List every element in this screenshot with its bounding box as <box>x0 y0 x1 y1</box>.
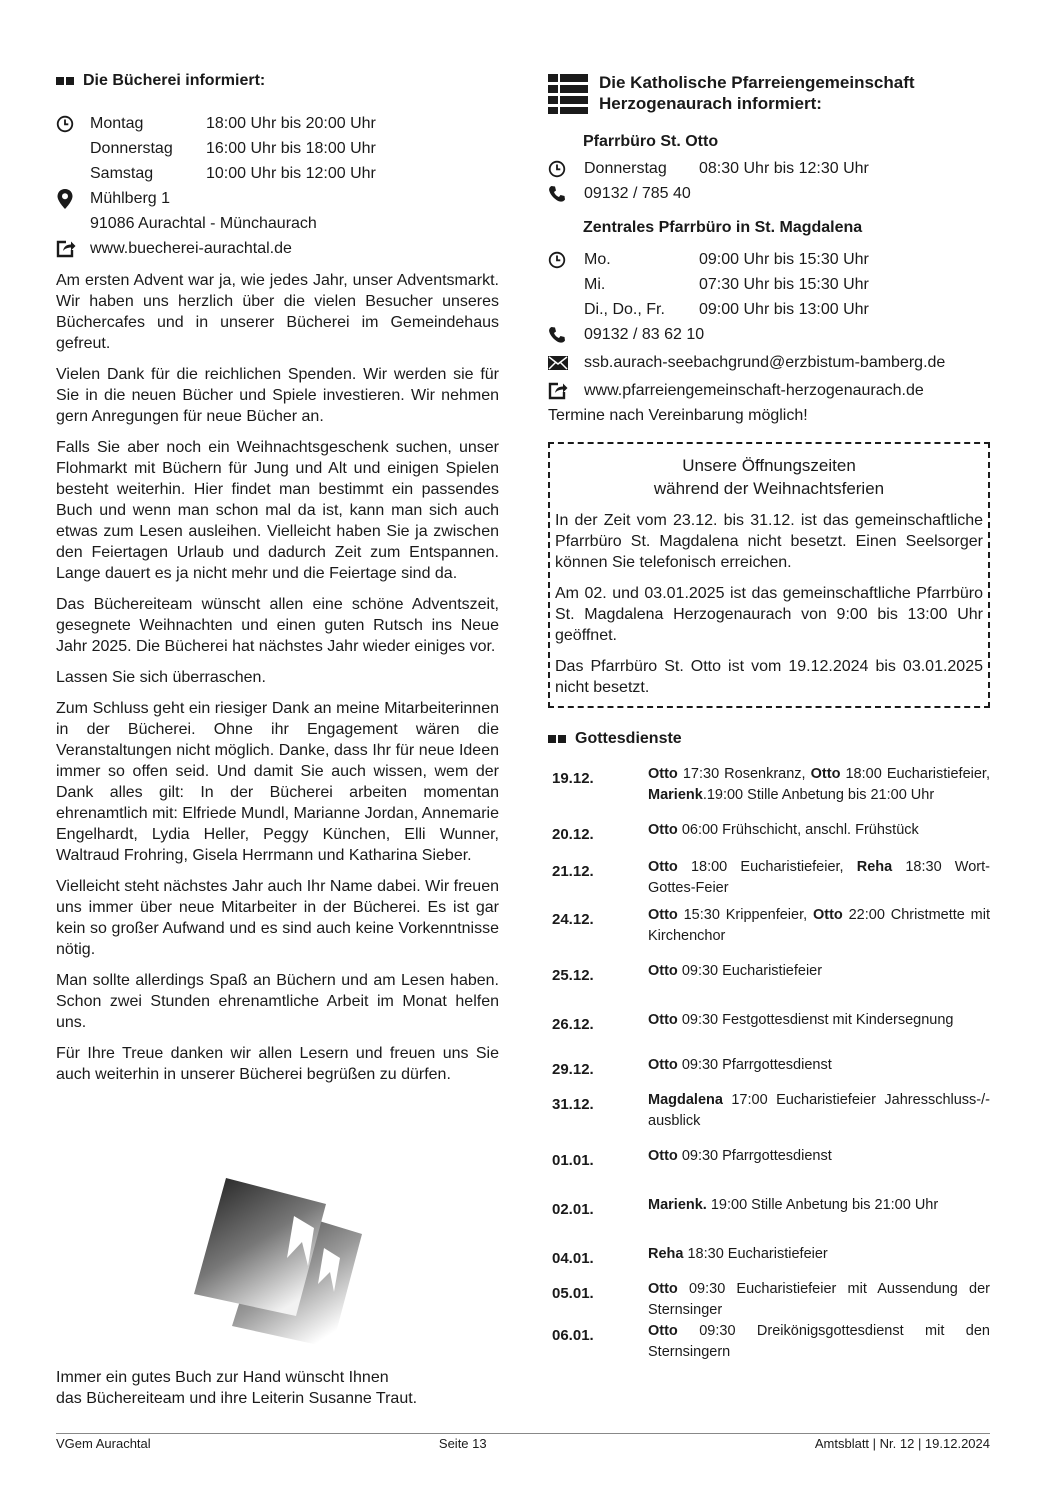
service-row <box>548 961 990 986</box>
office2-day: Mi. <box>584 276 606 293</box>
service-church: Otto <box>648 1012 678 1028</box>
phone-icon <box>548 181 584 206</box>
service-detail: 17:30 Rosenkranz, <box>677 766 811 782</box>
service-church: Otto <box>648 1281 678 1297</box>
office1-hours-row <box>548 156 990 181</box>
section-marker-icon <box>548 735 566 743</box>
appointments-row <box>548 403 990 428</box>
service-description <box>648 1090 990 1132</box>
service-row <box>548 1244 990 1269</box>
service-description <box>648 1244 990 1265</box>
clock-icon <box>548 156 584 181</box>
footer-left: VGem Aurachtal <box>56 1436 151 1451</box>
library-website-row <box>56 236 499 261</box>
service-description <box>648 1321 990 1363</box>
service-church: Reha <box>856 859 893 875</box>
service-detail: 18:00 Eucharistiefeier, <box>840 766 990 782</box>
service-row <box>548 1321 990 1363</box>
office2-time: 09:00 Uhr bis 15:30 Uhr <box>699 251 869 268</box>
service-row <box>548 857 990 899</box>
service-church: Otto <box>648 963 678 979</box>
office2-phone-row <box>548 322 990 347</box>
clock-icon <box>548 247 584 272</box>
parish-logo-icon <box>548 74 588 114</box>
service-church: Otto <box>648 1148 678 1164</box>
footer-page-number: Seite 13 <box>438 1436 487 1451</box>
service-description <box>648 820 990 841</box>
service-description <box>648 857 990 899</box>
office1-title: Pfarrbüro St. Otto <box>583 133 719 150</box>
library-hours-time: 18:00 Uhr bis 20:00 Uhr <box>206 115 376 132</box>
library-hours-day: Samstag <box>90 165 154 182</box>
service-row <box>548 1010 990 1035</box>
library-paragraph: Lassen Sie sich überraschen. <box>56 669 266 686</box>
holiday-box-paragraph: Das Pfarrbüro St. Otto ist vom 19.12.2024 bis 03.01.2025 nicht besetzt. <box>555 658 983 696</box>
library-heading <box>56 72 499 90</box>
library-hours-time: 10:00 Uhr bis 12:00 Uhr <box>206 165 376 182</box>
service-description <box>648 764 990 806</box>
service-church: Otto <box>810 766 841 782</box>
library-closing-line1: Immer ein gutes Buch zur Hand wünscht Ihnen <box>56 1369 389 1386</box>
service-detail: 19:00 Stille Anbetung bis 21:00 Uhr <box>706 1197 939 1213</box>
library-hours-time: 16:00 Uhr bis 18:00 Uhr <box>206 140 376 157</box>
footer-right: Amtsblatt | Nr. 12 | 19.12.2024 <box>814 1436 990 1451</box>
service-church: Otto <box>648 859 678 875</box>
service-church: Marienk. <box>648 1197 707 1213</box>
library-closing <box>56 1367 417 1409</box>
service-row <box>548 820 990 845</box>
office2-title: Zentrales Pfarrbüro in St. Magdalena <box>583 219 863 236</box>
service-church: Otto <box>648 766 678 782</box>
service-description <box>648 1195 990 1216</box>
service-detail: 18:00 Eucharistiefeier, <box>677 859 857 875</box>
books-icon <box>190 1176 370 1356</box>
parish-heading-line2: Herzogenaurach informiert: <box>599 94 822 113</box>
email-row <box>548 350 990 375</box>
library-website-link[interactable]: www.buecherei-aurachtal.de <box>90 240 292 257</box>
service-date: 04.01. <box>552 1250 594 1267</box>
service-date: 29.12. <box>552 1061 594 1078</box>
phone-icon <box>548 322 584 347</box>
service-date: 25.12. <box>552 967 594 984</box>
envelope-icon <box>548 350 584 375</box>
parish-section <box>548 72 990 1363</box>
page-footer <box>56 1433 990 1451</box>
service-church: Otto <box>648 907 678 923</box>
holiday-hours-box <box>548 442 990 708</box>
holiday-box-title-line2: während der Weihnachtsferien <box>653 479 885 498</box>
service-description <box>648 1279 990 1321</box>
service-description <box>648 1010 990 1031</box>
office2-time: 07:30 Uhr bis 15:30 Uhr <box>699 276 869 293</box>
library-address-line1: Mühlberg 1 <box>90 190 171 207</box>
services-list <box>548 764 990 1363</box>
library-hours-row-0 <box>56 111 499 136</box>
service-detail: 09:30 Pfarrgottesdienst <box>677 1057 832 1073</box>
library-hours-row-2 <box>56 161 499 186</box>
service-church: Marienk <box>648 787 703 803</box>
library-section <box>56 72 499 1095</box>
service-row <box>548 764 990 806</box>
library-address-row2 <box>56 211 499 236</box>
email-link[interactable]: ssb.aurach-seebachgrund@erzbistum-bamberg.de <box>584 354 946 371</box>
parish-website-link[interactable]: www.pfarreiengemeinschaft-herzogenaurach.de <box>584 382 924 399</box>
library-paragraph: Falls Sie aber noch ein Weihnachtsgeschenk suchen, unser Flohmarkt mit Büchern für Jung und Alt und einigen Spielen besteht weiterhin. Hier findet man bestimmt ein passendes Buch und wenn man schon mal da ist, kann man sich auch etwas zum Lesen ausleihen. Vielleicht haben Sie ja zwischen den Feiertagen Urlaub und dadurch Zeit zum Entspannen. Lange dauert es ja nicht mehr und die Feiertage sind da. <box>56 439 499 582</box>
service-date: 20.12. <box>552 826 594 843</box>
holiday-box-title-line1: Unsere Öffnungszeiten <box>682 456 856 475</box>
services-heading <box>548 730 990 748</box>
service-church: Magdalena <box>648 1092 723 1108</box>
office2-hours-row-2 <box>548 297 990 322</box>
service-church: Otto <box>812 907 843 923</box>
service-row <box>548 1055 990 1080</box>
location-pin-icon <box>56 186 90 211</box>
parish-heading-line1: Die Katholische Pfarreiengemeinschaft <box>599 73 915 92</box>
service-detail: 15:30 Krippenfeier, <box>677 907 813 923</box>
service-description <box>648 905 990 947</box>
service-date: 21.12. <box>552 863 594 880</box>
library-paragraph: Vielen Dank für die reichlichen Spenden. Wir werden sie für Sie in die neuen Bücher und Spiele investieren. Wir nehmen gern Anregungen für neue Bücher an. <box>56 366 499 425</box>
service-date: 02.01. <box>552 1201 594 1218</box>
library-paragraph: Das Büchereiteam wünscht allen eine schöne Adventszeit, gesegnete Weihnachten und einen guten Rutsch ins Neue Jahr 2025. Die Bücherei hat nächstes Jahr wieder einiges vor. <box>56 596 499 655</box>
library-hours-day: Donnerstag <box>90 140 173 157</box>
service-row <box>548 1090 990 1132</box>
library-paragraph: Am ersten Advent war ja, wie jedes Jahr, unser Adventsmarkt. Wir haben uns herzlich über die vielen Besucher unseres Büchercafes und in unserer Bücherei im Gemeindehaus gefreut. <box>56 272 499 352</box>
office2-day: Mo. <box>584 251 611 268</box>
library-address-row <box>56 186 499 211</box>
office2-phone: 09132 / 83 62 10 <box>584 326 705 343</box>
service-church: Otto <box>648 1057 678 1073</box>
service-row <box>548 1146 990 1171</box>
service-detail: 09:30 Festgottesdienst mit Kindersegnung <box>677 1012 954 1028</box>
library-paragraph: Vielleicht steht nächstes Jahr auch Ihr Name dabei. Wir freuen uns immer über neue Mitarbeiter in der Bücherei. Es ist gar kein so großer Aufwand und es sind auch keine Vorkenntnisse nötig. <box>56 878 499 958</box>
service-date: 06.01. <box>552 1327 594 1344</box>
service-detail: 18:30 Eucharistiefeier <box>683 1246 828 1262</box>
library-closing-line2: das Büchereiteam und ihre Leiterin Susanne Traut. <box>56 1390 418 1407</box>
service-row <box>548 1195 990 1220</box>
service-detail: 09:30 Dreikönigsgottesdienst mit den Sternsingern <box>648 1323 990 1360</box>
service-description <box>648 961 990 982</box>
external-link-icon <box>548 378 584 403</box>
service-detail: 09:30 Eucharistiefeier <box>677 963 823 979</box>
office2-hours-row-0 <box>548 247 990 272</box>
service-detail: 09:30 Pfarrgottesdienst <box>677 1148 832 1164</box>
office1-day: Donnerstag <box>584 160 667 177</box>
service-church: Otto <box>648 822 678 838</box>
library-hours-day: Montag <box>90 115 144 132</box>
library-heading-text: Die Bücherei informiert: <box>83 72 266 89</box>
holiday-box-title <box>555 454 983 500</box>
service-date: 19.12. <box>552 770 594 787</box>
clock-icon <box>56 111 90 136</box>
external-link-icon <box>56 236 90 261</box>
service-row <box>548 905 990 947</box>
appointments-note: Termine nach Vereinbarung möglich! <box>548 407 808 424</box>
service-detail: 17:00 Eucharistiefeier Jahresschluss-/-ausblick <box>648 1092 990 1129</box>
office1-phone: 09132 / 785 40 <box>584 185 691 202</box>
services-heading-text: Gottesdienste <box>575 730 682 747</box>
service-date: 05.01. <box>552 1285 594 1302</box>
parish-heading <box>548 72 990 114</box>
holiday-box-paragraph: Am 02. und 03.01.2025 ist das gemeinschaftliche Pfarrbüro St. Magdalena Herzogenaurach von 9:00 bis 13:00 Uhr geöffnet. <box>555 585 983 644</box>
library-paragraph: Für Ihre Treue danken wir allen Lesern und freuen uns Sie auch weiterhin in unserer Bücherei begrüßen zu dürfen. <box>56 1045 499 1083</box>
library-paragraph: Man sollte allerdings Spaß an Büchern und am Lesen haben. Schon zwei Stunden ehrenamtliche Arbeit im Monat helfen uns. <box>56 972 499 1031</box>
service-detail: 06:00 Frühschicht, anschl. Frühstück <box>677 822 919 838</box>
library-hours-row-1 <box>56 136 499 161</box>
service-row <box>548 1279 990 1321</box>
service-date: 01.01. <box>552 1152 594 1169</box>
service-description <box>648 1146 990 1167</box>
service-church: Otto <box>648 1323 678 1339</box>
section-marker-icon <box>56 77 74 85</box>
library-address-line2: 91086 Aurachtal - Münchaurach <box>90 215 317 232</box>
books-illustration <box>190 1176 370 1356</box>
office1-time: 08:30 Uhr bis 12:30 Uhr <box>699 160 869 177</box>
service-date: 31.12. <box>552 1096 594 1113</box>
service-detail: .19:00 Stille Anbetung bis 21:00 Uhr <box>702 787 935 803</box>
office2-hours-row-1 <box>548 272 990 297</box>
office1-phone-row <box>548 181 990 206</box>
office2-day: Di., Do., Fr. <box>584 301 665 318</box>
service-detail: 09:30 Eucharistiefeier mit Aussendung der Sternsinger <box>648 1281 990 1318</box>
service-detail: 18:30 Wort-Gottes-Feier <box>648 859 990 896</box>
parish-website-row <box>548 378 990 403</box>
holiday-box-paragraph: In der Zeit vom 23.12. bis 31.12. ist das gemeinschaftliche Pfarrbüro St. Magdalena nicht besetzt. Einen Seelsorger können Sie telefonisch erreichen. <box>555 512 983 571</box>
service-date: 26.12. <box>552 1016 594 1033</box>
service-church: Reha <box>648 1246 684 1262</box>
service-detail: 22:00 Christmette mit Kirchenchor <box>648 907 990 944</box>
library-paragraph: Zum Schluss geht ein riesiger Dank an meine Mitarbeiterinnen in der Bücherei. Ohne ihr Engagement wären die Veranstaltungen nicht möglich. Danke, dass Ihr für neue Ideen immer so offen seid. Und damit Sie auch wissen, wem der Dank alles gilt: In der Bücherei arbeiten momentan ehrenamtlich mit: Elfriede Mundl, Marianne Jordan, Annemarie Engelhardt, Lydia Heller, Peggy Künchen, Elli Wunner, Waltraud Frohring, Gisela Herrmann und Katharina Sieber. <box>56 700 499 864</box>
service-date: 24.12. <box>552 911 594 928</box>
office2-time: 09:00 Uhr bis 13:00 Uhr <box>699 301 869 318</box>
service-description <box>648 1055 990 1076</box>
